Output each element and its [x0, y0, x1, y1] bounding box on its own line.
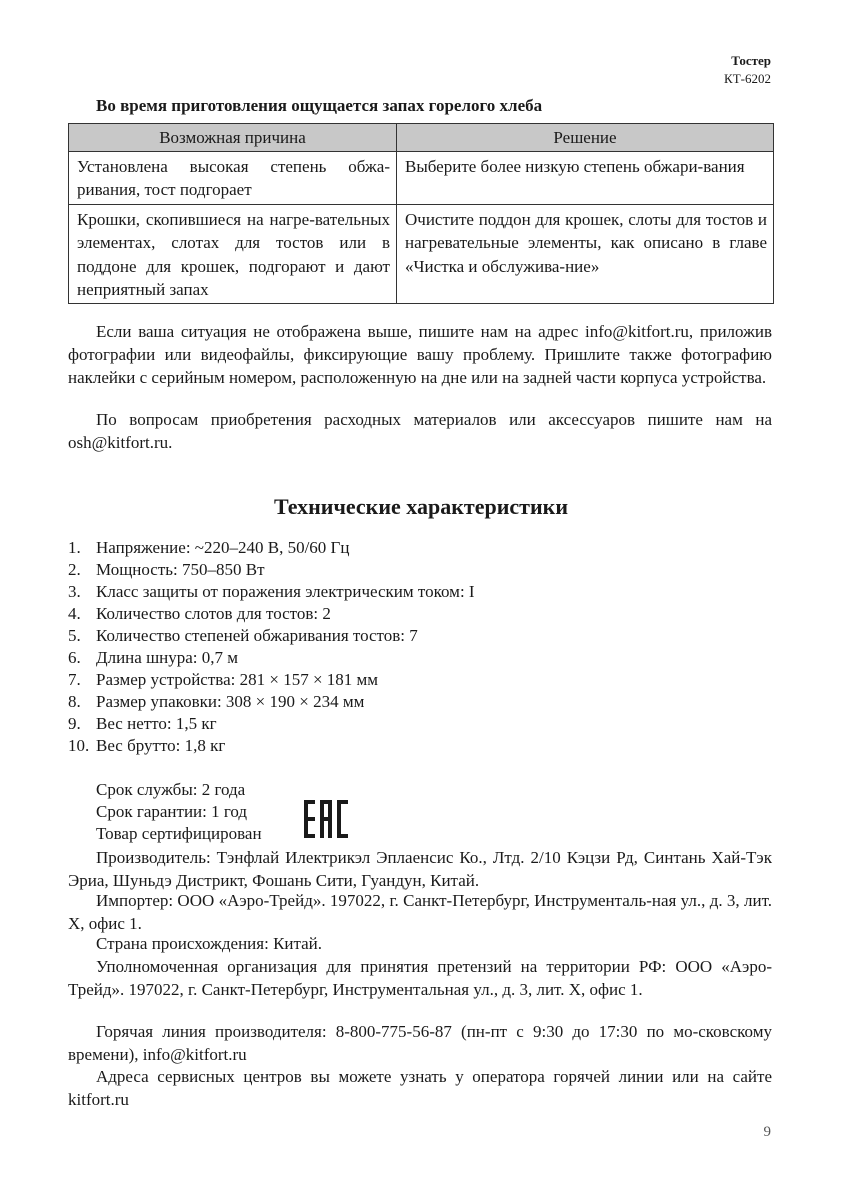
column-header-solution: Решение — [397, 124, 774, 152]
eac-mark-icon — [304, 800, 348, 838]
list-item — [68, 735, 475, 757]
list-item-text: Количество степеней обжаривания тостов: 7 — [96, 626, 418, 645]
table-header-row — [69, 124, 774, 152]
solution-cell: Очистите поддон для крошек, слоты для тостов и нагревательные элементы, как описано в главе «Чистка и обслужива-ние» — [397, 204, 774, 304]
cause-cell: Крошки, скопившиеся на нагре-вательных элементах, слотах для тостов или в поддоне для крошек, подгорают и дают неприятный запах — [69, 204, 397, 304]
list-item-text: Длина шнура: 0,7 м — [96, 648, 239, 667]
list-item-text: Вес брутто: 1,8 кг — [96, 736, 226, 755]
list-item — [68, 603, 475, 625]
header-product: Тостер — [731, 53, 771, 68]
specs-title: Технические характеристики — [273, 494, 569, 519]
list-item — [68, 559, 475, 581]
list-item-text: Класс защиты от поражения электрическим током: I — [96, 582, 475, 601]
list-item — [68, 691, 475, 713]
claims-paragraph: Уполномоченная организация для принятия претензий на территории РФ: ООО «Аэро-Трейд». 197022, г. Санкт-Петербург, Инструментальная ул., д. 3, лит. Х, офис 1. — [68, 957, 772, 1000]
list-item — [68, 669, 475, 691]
list-item — [68, 713, 475, 735]
manufacturer-paragraph: Производитель: Тэнфлай Илектрикэл Эплаенсис Ко., Лтд. 2/10 Кэцзи Рд, Синтань Хай-Тэк Эриа, Шуньдэ Дистрикт, Фошань Сити, Гуандун, Китай. — [68, 848, 772, 891]
list-item-number: 1. — [68, 538, 81, 557]
accessories-paragraph: По вопросам приобретения расходных материалов или аксессуаров пишите нам на osh@kitfort.ru. — [68, 410, 772, 453]
hotline-paragraph: Горячая линия производителя: 8-800-775-56-87 (пн-пт с 9:30 до 17:30 по мо-сковскому времени), info@kitfort.ru — [68, 1022, 772, 1065]
certified-label: Товар сертифицирован — [96, 824, 262, 843]
list-item — [68, 537, 475, 559]
list-item-number: 7. — [68, 670, 81, 689]
list-item-number: 10. — [68, 736, 90, 755]
troubleshooting-table — [68, 123, 774, 304]
list-item-number: 8. — [68, 692, 81, 711]
list-item-number: 5. — [68, 626, 81, 645]
specs-list — [68, 537, 475, 757]
list-item — [68, 581, 475, 603]
list-item-number: 3. — [68, 582, 81, 601]
solution-cell: Выберите более низкую степень обжари-вания — [397, 152, 774, 205]
origin-paragraph: Страна происхождения: Китай. — [96, 934, 323, 953]
warranty: Срок гарантии: 1 год — [96, 802, 248, 821]
list-item-text: Вес нетто: 1,5 кг — [96, 714, 217, 733]
service-centers-paragraph: Адреса сервисных центров вы можете узнать у оператора горячей линии или на сайте kitfort.ru — [68, 1067, 772, 1110]
table-row — [69, 204, 774, 304]
list-item-text: Количество слотов для тостов: 2 — [96, 604, 331, 623]
problem-title: Во время приготовления ощущается запах горелого хлеба — [96, 96, 543, 115]
contact-paragraph: Если ваша ситуация не отображена выше, пишите нам на адрес info@kitfort.ru, приложив фотографии или видеофайлы, фиксирующие вашу проблему. Пришлите также фотографию наклейки с серийным номером, расположенную на дне или на задней части корпуса устройства. — [68, 322, 772, 388]
column-header-cause: Возможная причина — [69, 124, 397, 152]
list-item-number: 4. — [68, 604, 81, 623]
list-item-number: 2. — [68, 560, 81, 579]
list-item-text: Размер устройства: 281 × 157 × 181 мм — [96, 670, 379, 689]
cause-cell: Установлена высокая степень обжа-ривания, тост подгорает — [69, 152, 397, 205]
list-item-number: 6. — [68, 648, 81, 667]
page-number: 9 — [763, 1124, 771, 1140]
list-item — [68, 625, 475, 647]
list-item-number: 9. — [68, 714, 81, 733]
list-item-text: Мощность: 750–850 Вт — [96, 560, 265, 579]
list-item — [68, 647, 475, 669]
importer-paragraph: Импортер: ООО «Аэро-Трейд». 197022, г. Санкт-Петербург, Инструменталь-ная ул., д. 3, лит. Х, офис 1. — [68, 891, 772, 934]
table-row — [69, 152, 774, 205]
header-model: КТ-6202 — [724, 71, 771, 86]
list-item-text: Напряжение: ~220–240 В, 50/60 Гц — [96, 538, 350, 557]
service-life: Срок службы: 2 года — [96, 780, 246, 799]
list-item-text: Размер упаковки: 308 × 190 × 234 мм — [96, 692, 365, 711]
